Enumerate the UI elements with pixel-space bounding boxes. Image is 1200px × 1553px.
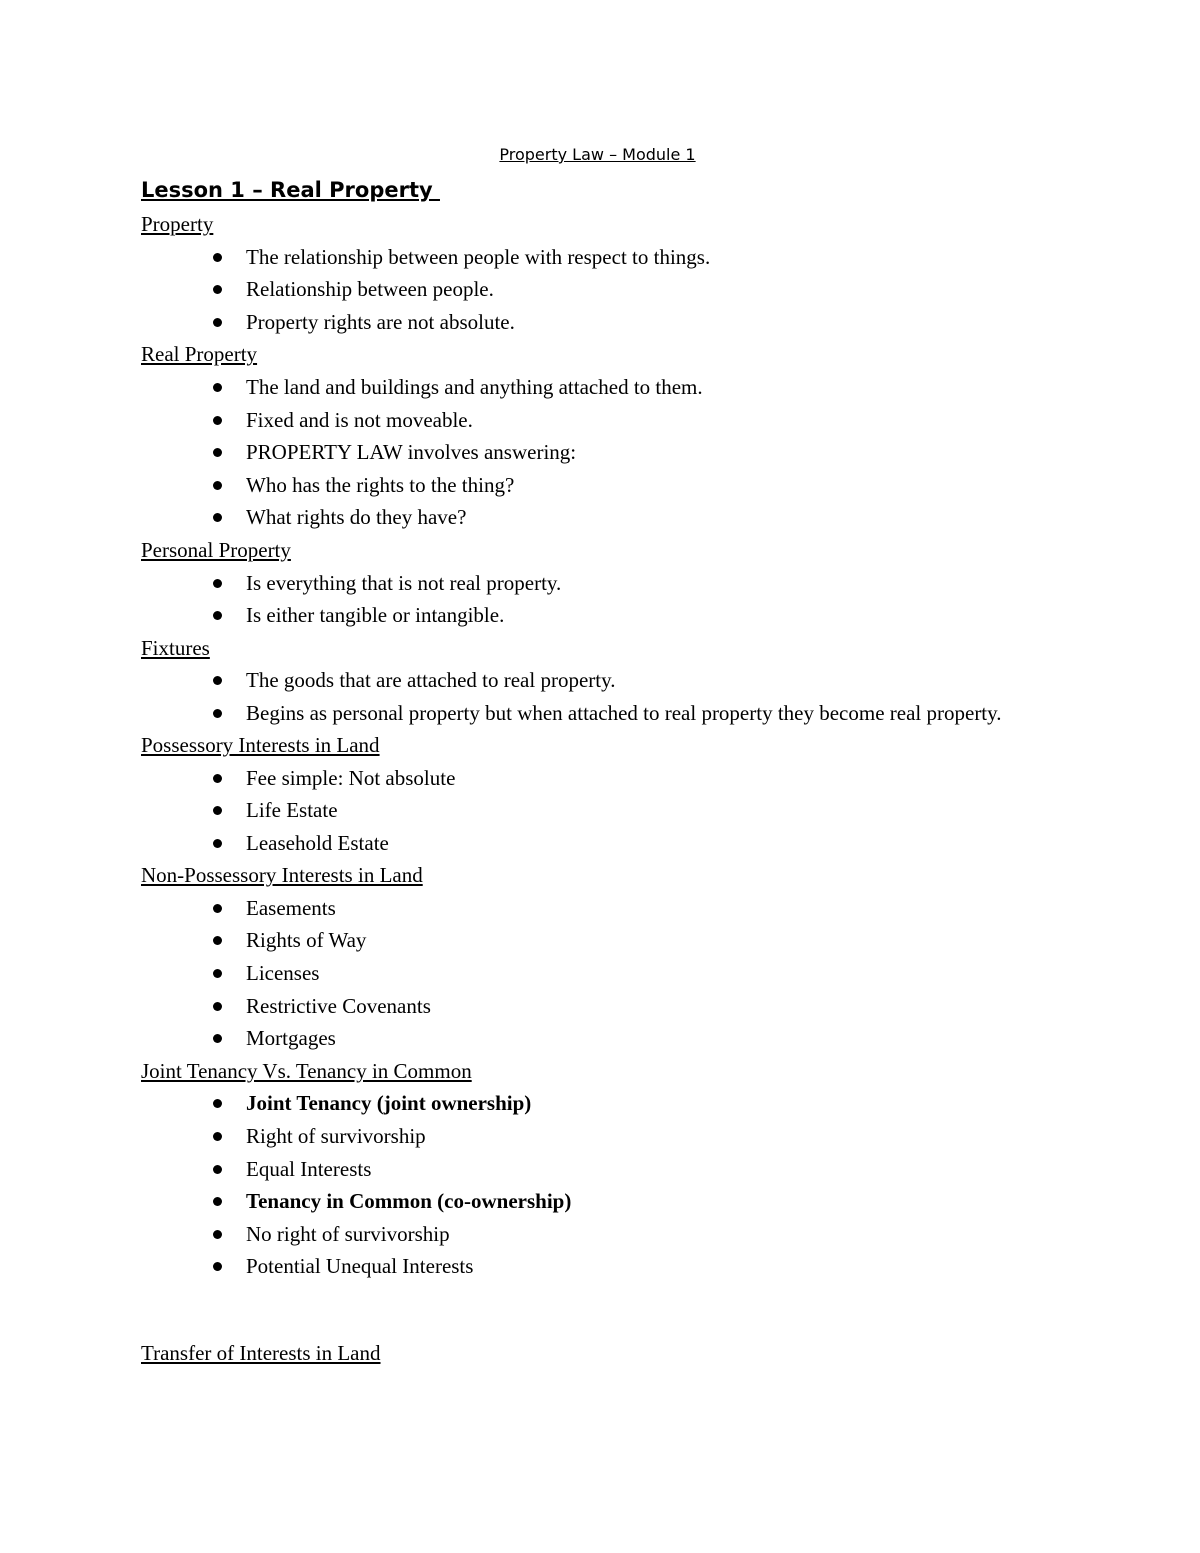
bullet-dot-icon	[213, 709, 222, 718]
bullet-list	[141, 1087, 1041, 1283]
bullet-text: Is either tangible or intangible.	[246, 603, 505, 628]
bullet-text: The land and buildings and anything attached to them.	[246, 374, 703, 399]
bullet-item	[141, 273, 1041, 306]
bullet-dot-icon	[213, 1099, 222, 1108]
section-heading: Real Property	[141, 342, 258, 367]
section-heading: Joint Tenancy Vs. Tenancy in Common	[141, 1058, 472, 1083]
bullet-item	[141, 404, 1041, 437]
bullet-item	[141, 990, 1041, 1023]
bullet-item	[141, 957, 1041, 990]
bullet-dot-icon	[213, 513, 222, 522]
bullet-item	[141, 306, 1041, 339]
bullet-item	[141, 599, 1041, 632]
bullet-dot-icon	[213, 383, 222, 392]
bullet-item	[141, 924, 1041, 957]
bullet-dot-icon	[213, 936, 222, 945]
section-heading: Possessory Interests in Land	[141, 732, 380, 757]
bullet-item	[141, 241, 1041, 274]
bullet-text: Tenancy in Common (co-ownership)	[246, 1189, 572, 1214]
bullet-item	[141, 1022, 1041, 1055]
bullet-text: PROPERTY LAW involves answering:	[246, 440, 577, 465]
bullet-text: Restrictive Covenants	[246, 993, 431, 1018]
bullet-list	[141, 241, 1041, 339]
bullet-list	[141, 371, 1041, 534]
bullet-item	[141, 1120, 1041, 1153]
bullet-item	[141, 762, 1041, 795]
bullet-item	[141, 1250, 1041, 1283]
bullet-dot-icon	[213, 1197, 222, 1206]
bullet-item	[141, 664, 1041, 697]
bullet-text: Life Estate	[246, 798, 338, 823]
bullet-item	[141, 1153, 1041, 1186]
bullet-dot-icon	[213, 676, 222, 685]
bullet-dot-icon	[213, 1034, 222, 1043]
bullet-dot-icon	[213, 579, 222, 588]
section-heading: Transfer of Interests in Land	[141, 1341, 381, 1365]
document-title: Property Law – Module 1	[499, 145, 696, 164]
bullet-text: Potential Unequal Interests	[246, 1254, 474, 1279]
bullet-item	[141, 501, 1041, 534]
bullet-text: Fixed and is not moveable.	[246, 407, 473, 432]
bullet-dot-icon	[213, 1262, 222, 1271]
bullet-dot-icon	[213, 806, 222, 815]
bullet-item	[141, 567, 1041, 600]
paragraph-spacer	[141, 1283, 1041, 1337]
bullet-dot-icon	[213, 969, 222, 978]
bullet-dot-icon	[213, 416, 222, 425]
bullet-list	[141, 567, 1041, 632]
bullet-text: The goods that are attached to real property.	[246, 668, 616, 693]
bullet-text: Fee simple: Not absolute	[246, 765, 456, 790]
bullet-list	[141, 892, 1041, 1055]
bullet-text: Begins as personal property but when attached to real property they become real property.	[246, 700, 1002, 725]
bullet-text: Licenses	[246, 961, 320, 986]
lesson-heading: Lesson 1 – Real Property	[141, 178, 440, 202]
bullet-list	[141, 762, 1041, 860]
document-body	[141, 208, 1041, 1370]
bullet-text: The relationship between people with respect to things.	[246, 244, 711, 269]
bullet-item	[141, 794, 1041, 827]
bullet-text: Rights of Way	[246, 928, 367, 953]
bullet-dot-icon	[213, 253, 222, 262]
bullet-dot-icon	[213, 839, 222, 848]
bullet-item	[141, 1185, 1041, 1218]
bullet-item	[141, 469, 1041, 502]
bullet-text: Mortgages	[246, 1026, 336, 1051]
bullet-text: Property rights are not absolute.	[246, 309, 515, 334]
bullet-item	[141, 1087, 1041, 1120]
bullet-text: Equal Interests	[246, 1156, 372, 1181]
section-heading: Non-Possessory Interests in Land	[141, 863, 423, 888]
bullet-dot-icon	[213, 448, 222, 457]
bullet-item	[141, 892, 1041, 925]
bullet-dot-icon	[213, 285, 222, 294]
bullet-text: Joint Tenancy (joint ownership)	[246, 1091, 532, 1116]
bullet-item	[141, 371, 1041, 404]
bullet-text: No right of survivorship	[246, 1221, 450, 1246]
bullet-text: Relationship between people.	[246, 277, 494, 302]
bullet-dot-icon	[213, 481, 222, 490]
bullet-dot-icon	[213, 318, 222, 327]
bullet-item	[141, 436, 1041, 469]
bullet-dot-icon	[213, 1165, 222, 1174]
bullet-dot-icon	[213, 774, 222, 783]
bullet-dot-icon	[213, 1002, 222, 1011]
bullet-text: Is everything that is not real property.	[246, 570, 562, 595]
bullet-dot-icon	[213, 1132, 222, 1141]
bullet-item	[141, 697, 1041, 729]
section-heading: Fixtures	[141, 635, 210, 660]
bullet-list	[141, 664, 1041, 729]
bullet-text: Leasehold Estate	[246, 830, 389, 855]
section-heading: Personal Property	[141, 537, 291, 562]
bullet-dot-icon	[213, 611, 222, 620]
bullet-item	[141, 827, 1041, 860]
bullet-text: Who has the rights to the thing?	[246, 472, 515, 497]
bullet-dot-icon	[213, 904, 222, 913]
bullet-item	[141, 1218, 1041, 1251]
bullet-text: What rights do they have?	[246, 505, 467, 530]
bullet-dot-icon	[213, 1230, 222, 1239]
bullet-text: Right of survivorship	[246, 1124, 426, 1149]
section-heading: Property	[141, 212, 214, 236]
bullet-text: Easements	[246, 895, 336, 920]
